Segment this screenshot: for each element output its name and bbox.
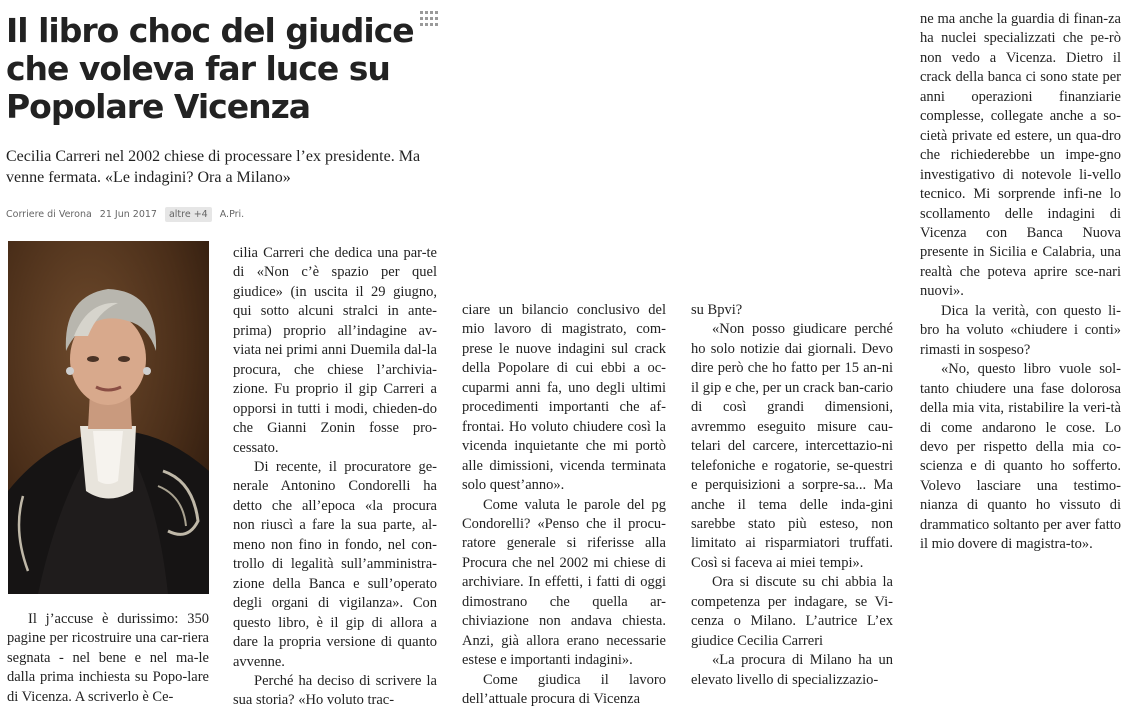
paragraph: Dica la verità, con questo li-bro ha voluto «chiudere i conti» rimasti in sospeso? — [920, 302, 1121, 358]
text-column-1 — [7, 610, 209, 707]
date-label: 21 Jun 2017 — [99, 209, 157, 220]
paragraph: Ora si discute su chi abbia la competenza per indagare, se Vi-cenza o Milano. L’autrice L’ex giudice Cecilia Carreri — [691, 574, 893, 649]
article-meta — [6, 207, 446, 222]
text-column-4 — [691, 301, 893, 690]
paragraph: cilia Carreri che dedica una par-te di «Non c’è spazio per quel giudice» (in uscita il 29 giugno, qui sotto alcuni stralci in ante-prima) proprio all’indagine av-viata nei primi anni Duemila dal-la procura, che chiese l’archivia-zione. Fu proprio il gip Carreri a opporsi in tutti i modi, chieden-do che Gianni Zonin fosse pro-cessato. — [233, 245, 437, 456]
more-sources-badge[interactable]: altre +4 — [165, 207, 212, 222]
paragraph: Il j’accuse è durissimo: 350 pagine per ricostruire una car-riera segnata - nel bene e nel ma-le dalla prima inchiesta su Popo-lare di Vicenza. A scriverlo è Ce- — [7, 611, 209, 705]
source-label[interactable]: Corriere di Verona — [6, 209, 92, 220]
paragraph: ne ma anche la guardia di finan-za ha nuclei specializzati che pe-rò non vedo a Vicenza. Dietro il crack della banca ci sono state per anni operazioni finanziarie complesse, collegate anche a so-cietà private ed estere, un qua-dro che richiederebbe un impe-gno investigativo di notevole li-vello tecnico. Mi sorprende infi-ne lo scollamento delle indagini di Vicenza con Banca Nuova presente in Sicilia e Calabria, una realtà che poteva aprire sce-nari nuovi». — [920, 11, 1121, 300]
text-column-2 — [233, 244, 437, 711]
paragraph: Di recente, il procuratore ge-nerale Antonino Condorelli ha detto che all’epoca «la procura non riuscì a fare la sua parte, al-meno non fino in fondo, nel con-trollo di legalità sull’amministra-zione della Banca e sull’operato degli organi di vigilanza». Con questo libro, è il gip di allora a dare la propria versione di quanto avvenne. — [233, 458, 437, 670]
text-column-5 — [920, 10, 1121, 555]
author-label: A.Pri. — [219, 209, 245, 220]
portrait-photo — [8, 241, 209, 594]
article-headline: Il libro choc del giudice che voleva far luce su Popolare Vicenza — [6, 11, 414, 126]
paragraph: «La procura di Milano ha un elevato livello di specializzazio- — [691, 652, 893, 688]
paragraph: Come giudica il lavoro dell’attuale procura di Vicenza — [462, 671, 666, 708]
grid-dots-icon[interactable] — [420, 11, 438, 27]
paragraph: «No, questo libro vuole sol-tanto chiudere una fase dolorosa della mia vita, ristabilire la veri-tà di come andarono le cose. Lo devo per rispetto della mia co-scienza e di quanto ho sofferto. Volevo lasciare una testimo-nianza di quanto ho vissuto di drammatico soltanto per aver fatto il mio dovere di magistra-to». — [920, 361, 1121, 553]
article-subtitle: Cecilia Carreri nel 2002 chiese di processare l’ex presidente. Ma venne fermata. «Le indagini? Ora a Milano» — [6, 148, 421, 186]
paragraph: Come valuta le parole del pg Condorelli? «Penso che il procu-ratore generale si riferisse alla Procura che nel 2002 mi chiese di archiviare. In effetti, i fatti di oggi dimostrano che quella ar-chiviazione non andava chiesta. Anzi, già allora erano necessarie estese e importanti indagini». — [462, 496, 666, 669]
paragraph: ciare un bilancio conclusivo del mio lavoro di magistrato, com-prese le nuove indagini sul crack della Popolare di cui ebbi a oc-cuparmi anni fa, uno degli ultimi procedimenti importanti che af-frontai. Ho voluto chiudere così la vicenda inquietante che mi portò alle dimissioni, vicenda terminata solo quest’anno». — [462, 302, 666, 494]
text-column-3 — [462, 301, 666, 710]
paragraph: Perché ha deciso di scrivere la sua storia? «Ho voluto trac- — [233, 672, 437, 709]
paragraph: «Non posso giudicare perché ho solo notizie dai giornali. Devo dire però che ho fatto per 15 an-ni il gip e che, per un crack ban-cario di così grandi dimensioni, avremmo eseguito misure cau-telari del carcere, intercettazio-ni telefoniche e rogatorie, se-questri e perquisizioni a sorpre-sa... Ma anche il tema delle inda-gini sarebbe stato più esteso, non limitato ai risparmiatori truffati. Così si faceva ai miei tempi». — [691, 321, 893, 571]
paragraph: su Bpvi? — [691, 302, 743, 318]
